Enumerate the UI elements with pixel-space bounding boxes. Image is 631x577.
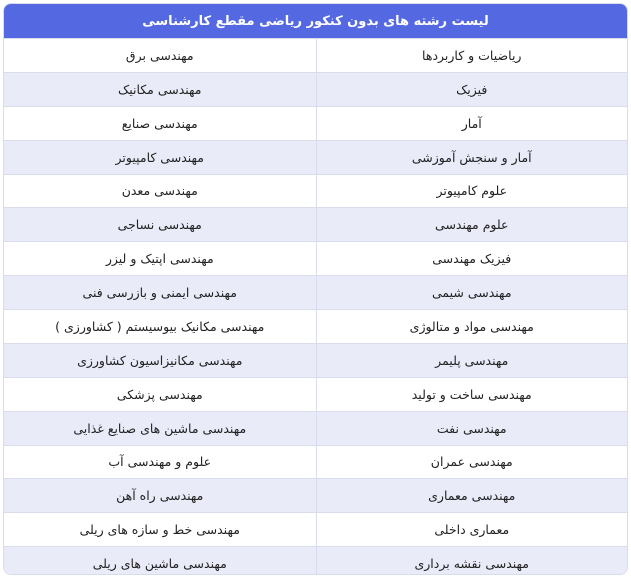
table-cell-right: مهندسی مواد و متالوژی (316, 310, 628, 343)
table-row (4, 377, 627, 411)
table-cell-right: مهندسی پلیمر (316, 344, 628, 377)
table-cell-left: مهندسی ماشین های ریلی (92, 556, 227, 572)
table-row (4, 174, 627, 208)
table-cell-left: مهندسی پزشکی (116, 386, 203, 402)
table-cell-right: مهندسی نفت (316, 412, 628, 445)
table-cell-right: ریاضیات و کاربردها (316, 39, 628, 72)
majors-table (3, 3, 628, 575)
table-row (4, 546, 627, 575)
table-cell-left: مهندسی مکانیزاسیون کشاورزی (77, 352, 243, 368)
table-row (4, 106, 627, 140)
table-row (4, 140, 627, 174)
table-cell-left: مهندسی صنایع (121, 115, 198, 131)
table-cell-left: علوم و مهندسی آب (108, 454, 212, 470)
table-cell-right: آمار و سنجش آموزشی (316, 141, 628, 174)
table-cell-left: مهندسی اپتیک و لیزر (105, 251, 214, 267)
table-cell-right: علوم کامپیوتر (316, 175, 628, 208)
table-title: لیست رشته های بدون کنکور ریاضی مقطع کارشناسی (4, 4, 627, 38)
table-cell-right: مهندسی ساخت و تولید (316, 378, 628, 411)
table-cell-left: مهندسی معدن (121, 183, 198, 199)
table-cell-right: معماری داخلی (316, 513, 628, 546)
table-cell-left: مهندسی خط و سازه های ریلی (79, 522, 240, 538)
table-cell-right: فیزیک (316, 73, 628, 106)
table-row (4, 478, 627, 512)
table-row (4, 241, 627, 275)
table-cell-left: مهندسی کامپیوتر (115, 149, 204, 165)
table-cell-right: علوم مهندسی (316, 208, 628, 241)
table-cell-left: مهندسی مکانیک (118, 81, 202, 97)
table-row (4, 207, 627, 241)
table-row (4, 411, 627, 445)
table-cell-right: مهندسی نقشه برداری (316, 547, 628, 575)
table-cell-left: مهندسی ایمنی و بازرسی فنی (82, 285, 237, 301)
table-cell-left: مهندسی ماشین های صنایع غذایی (73, 420, 247, 436)
table-cell-right: فیزیک مهندسی (316, 242, 628, 275)
table-cell-right: مهندسی معماری (316, 479, 628, 512)
table-row (4, 445, 627, 479)
table-cell-left: مهندسی مکانیک بیوسیستم ( کشاورزی ) (55, 318, 265, 334)
table-row (4, 275, 627, 309)
table-row (4, 309, 627, 343)
table-cell-right: مهندسی شیمی (316, 276, 628, 309)
table-cell-left: مهندسی برق (125, 47, 194, 63)
table-cell-left: مهندسی راه آهن (116, 488, 204, 504)
table-row (4, 343, 627, 377)
table-row (4, 38, 627, 72)
table-cell-right: آمار (316, 107, 628, 140)
table-cell-left: مهندسی نساجی (117, 217, 202, 233)
table-row (4, 72, 627, 106)
table-body (4, 38, 627, 575)
table-cell-right: مهندسی عمران (316, 446, 628, 479)
table-row (4, 512, 627, 546)
